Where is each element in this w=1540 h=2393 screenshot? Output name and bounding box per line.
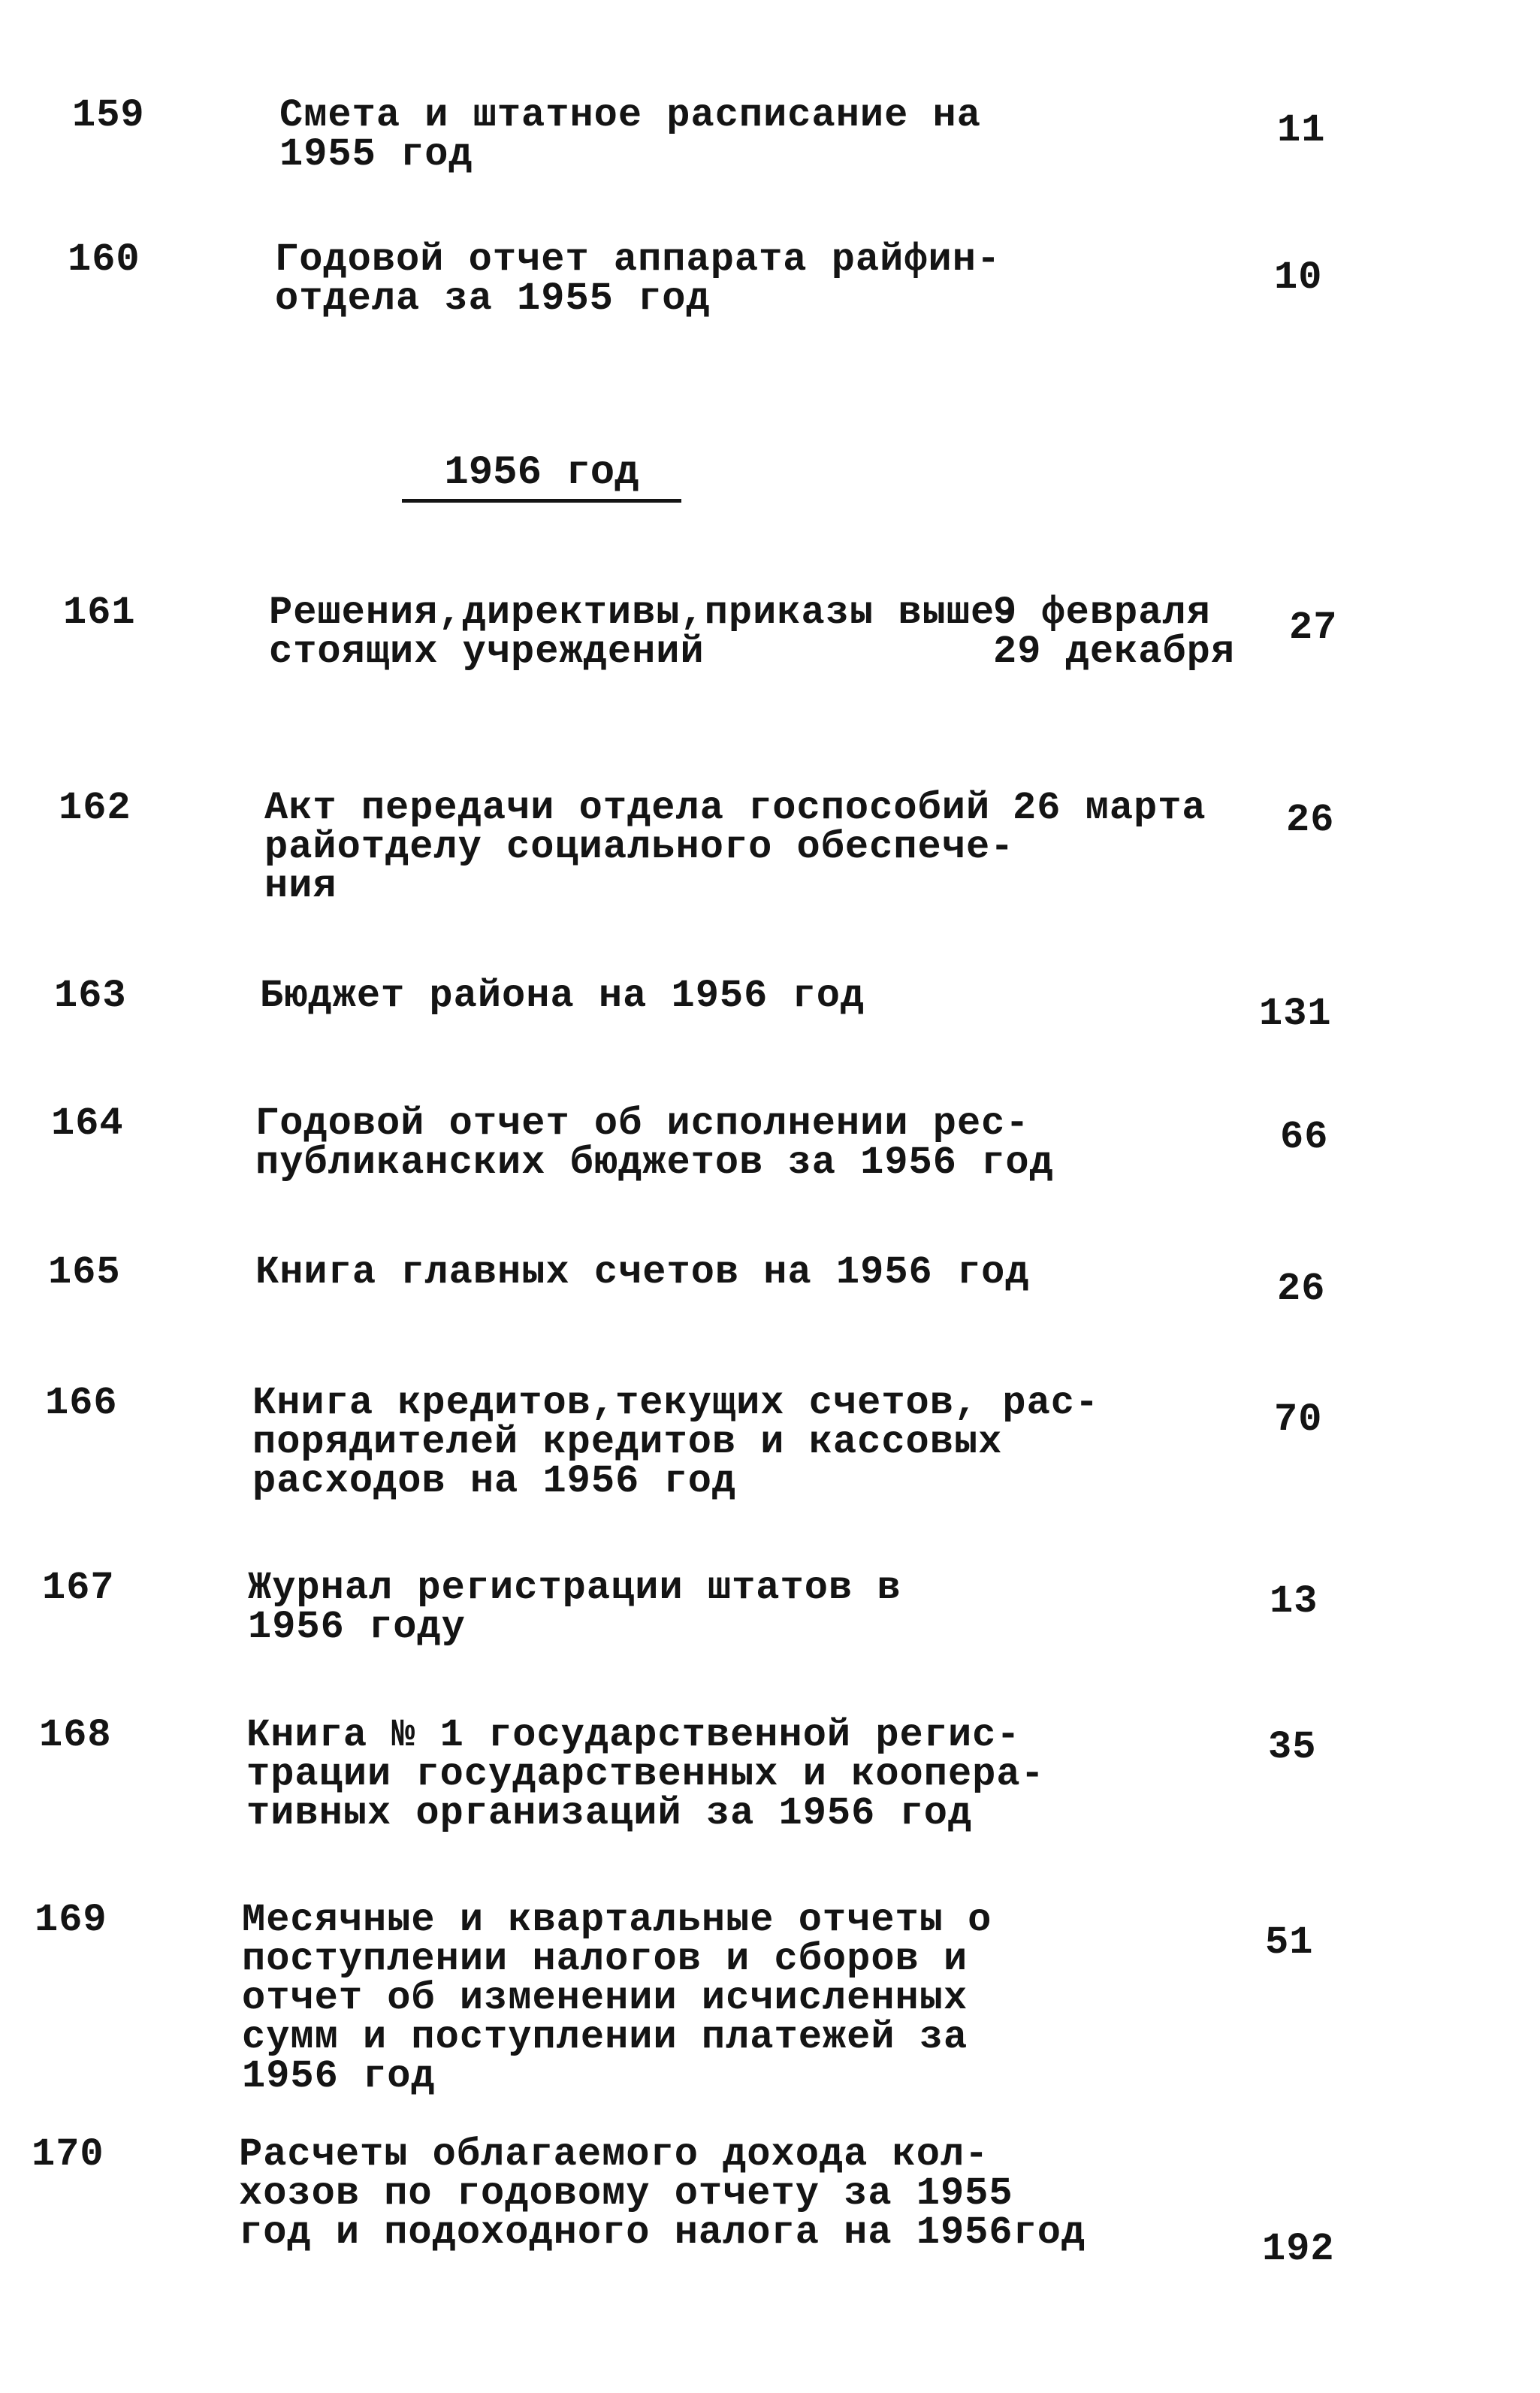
entry-title bbox=[275, 237, 1001, 321]
entry-sheet-count: 66 bbox=[1280, 1115, 1329, 1159]
entry-sheet-count: 13 bbox=[1270, 1579, 1318, 1624]
entry-title-line: стоящих учреждений bbox=[269, 630, 705, 674]
entry-sheet-count: 27 bbox=[1289, 606, 1338, 650]
entry-title-line: Книга № 1 государственной регис- bbox=[246, 1713, 1021, 1757]
entry-number: 160 bbox=[68, 237, 140, 282]
entry-number: 167 bbox=[42, 1566, 115, 1610]
entry-dates bbox=[1013, 786, 1206, 830]
entry-title bbox=[246, 1713, 1045, 1836]
entry-title bbox=[255, 1250, 1030, 1295]
entry-title bbox=[260, 974, 865, 1018]
entry-sheet-count: 26 bbox=[1277, 1267, 1326, 1311]
entry-title-line: хозов по годовому отчету за 1955 bbox=[239, 2171, 1013, 2216]
entry-title bbox=[264, 786, 1015, 908]
entry-title bbox=[255, 1101, 1054, 1185]
entry-sheet-count: 131 bbox=[1259, 992, 1332, 1036]
entry-title-line: отдела за 1955 год bbox=[275, 276, 711, 321]
entry-title-line: Решения,директивы,приказы выше- bbox=[269, 591, 1019, 635]
entry-title bbox=[279, 93, 981, 177]
entry-number: 165 bbox=[48, 1250, 121, 1295]
entry-title-line: Книга кредитов,текущих счетов, рас- bbox=[252, 1381, 1100, 1425]
entry-title-line: год и подоходного налога на 1956год bbox=[239, 2210, 1086, 2255]
entry-title-line: Годовой отчет аппарата райфин- bbox=[275, 237, 1001, 282]
entry-title-line: Смета и штатное расписание на bbox=[279, 93, 981, 137]
entry-sheet-count: 26 bbox=[1286, 798, 1335, 842]
entry-title-line: Месячные и квартальные отчеты о bbox=[242, 1898, 992, 1942]
entry-title-line: сумм и поступлении платежей за bbox=[242, 2015, 968, 2059]
entry-number: 168 bbox=[39, 1713, 112, 1757]
entry-title bbox=[248, 1566, 901, 1649]
entry-title-line: ния bbox=[264, 864, 337, 908]
entry-number: 166 bbox=[45, 1381, 118, 1425]
entry-number: 170 bbox=[32, 2132, 104, 2177]
entry-title-line: поступлении налогов и сборов и bbox=[242, 1937, 968, 1981]
entry-title-line: Бюджет района на 1956 год bbox=[260, 974, 865, 1018]
entry-number: 162 bbox=[59, 786, 131, 830]
entry-title-line: трации государственных и коопера- bbox=[246, 1752, 1045, 1796]
entry-title-line: Книга главных счетов на 1956 год bbox=[255, 1250, 1030, 1295]
entry-number: 159 bbox=[72, 93, 145, 137]
entry-date: 9 февраля bbox=[993, 591, 1211, 635]
entry-dates bbox=[993, 591, 1236, 674]
entry-title bbox=[252, 1381, 1100, 1503]
entry-title-line: отчет об изменении исчисленных bbox=[242, 1976, 968, 2020]
entry-title-line: райотделу социального обеспече- bbox=[264, 825, 1015, 869]
entry-sheet-count: 35 bbox=[1268, 1725, 1317, 1769]
entry-title-line: 1956 год bbox=[242, 2054, 436, 2098]
entry-sheet-count: 51 bbox=[1265, 1920, 1314, 1965]
entry-title-line: расходов на 1956 год bbox=[252, 1459, 737, 1503]
entry-title bbox=[242, 1898, 992, 2098]
entry-sheet-count: 10 bbox=[1274, 255, 1323, 300]
entry-date: 26 марта bbox=[1013, 786, 1206, 830]
entry-number: 163 bbox=[54, 974, 127, 1018]
year-heading: 1956 год bbox=[402, 451, 681, 503]
entry-sheet-count: 192 bbox=[1262, 2227, 1335, 2271]
entry-number: 161 bbox=[63, 591, 136, 635]
entry-title-line: Журнал регистрации штатов в bbox=[248, 1566, 901, 1610]
entry-title-line: Расчеты облагаемого дохода кол- bbox=[239, 2132, 989, 2177]
entry-sheet-count: 11 bbox=[1277, 108, 1326, 153]
entry-title bbox=[239, 2132, 1086, 2255]
entry-title-line: публиканских бюджетов за 1956 год bbox=[255, 1141, 1054, 1185]
entry-title-line: Акт передачи отдела госпособий bbox=[264, 786, 991, 830]
entry-title-line: 1955 год bbox=[279, 132, 473, 177]
entry-title-line: тивных организаций за 1956 год bbox=[246, 1791, 973, 1836]
entry-number: 164 bbox=[51, 1101, 124, 1146]
entry-sheet-count: 70 bbox=[1274, 1397, 1323, 1442]
entry-date: 29 декабря bbox=[993, 630, 1236, 674]
entry-title-line: Годовой отчет об исполнении рес- bbox=[255, 1101, 1030, 1146]
entry-number: 169 bbox=[35, 1898, 107, 1942]
entry-title-line: 1956 году bbox=[248, 1605, 466, 1649]
entry-title-line: порядителей кредитов и кассовых bbox=[252, 1420, 1003, 1464]
entry-title bbox=[269, 591, 1019, 674]
